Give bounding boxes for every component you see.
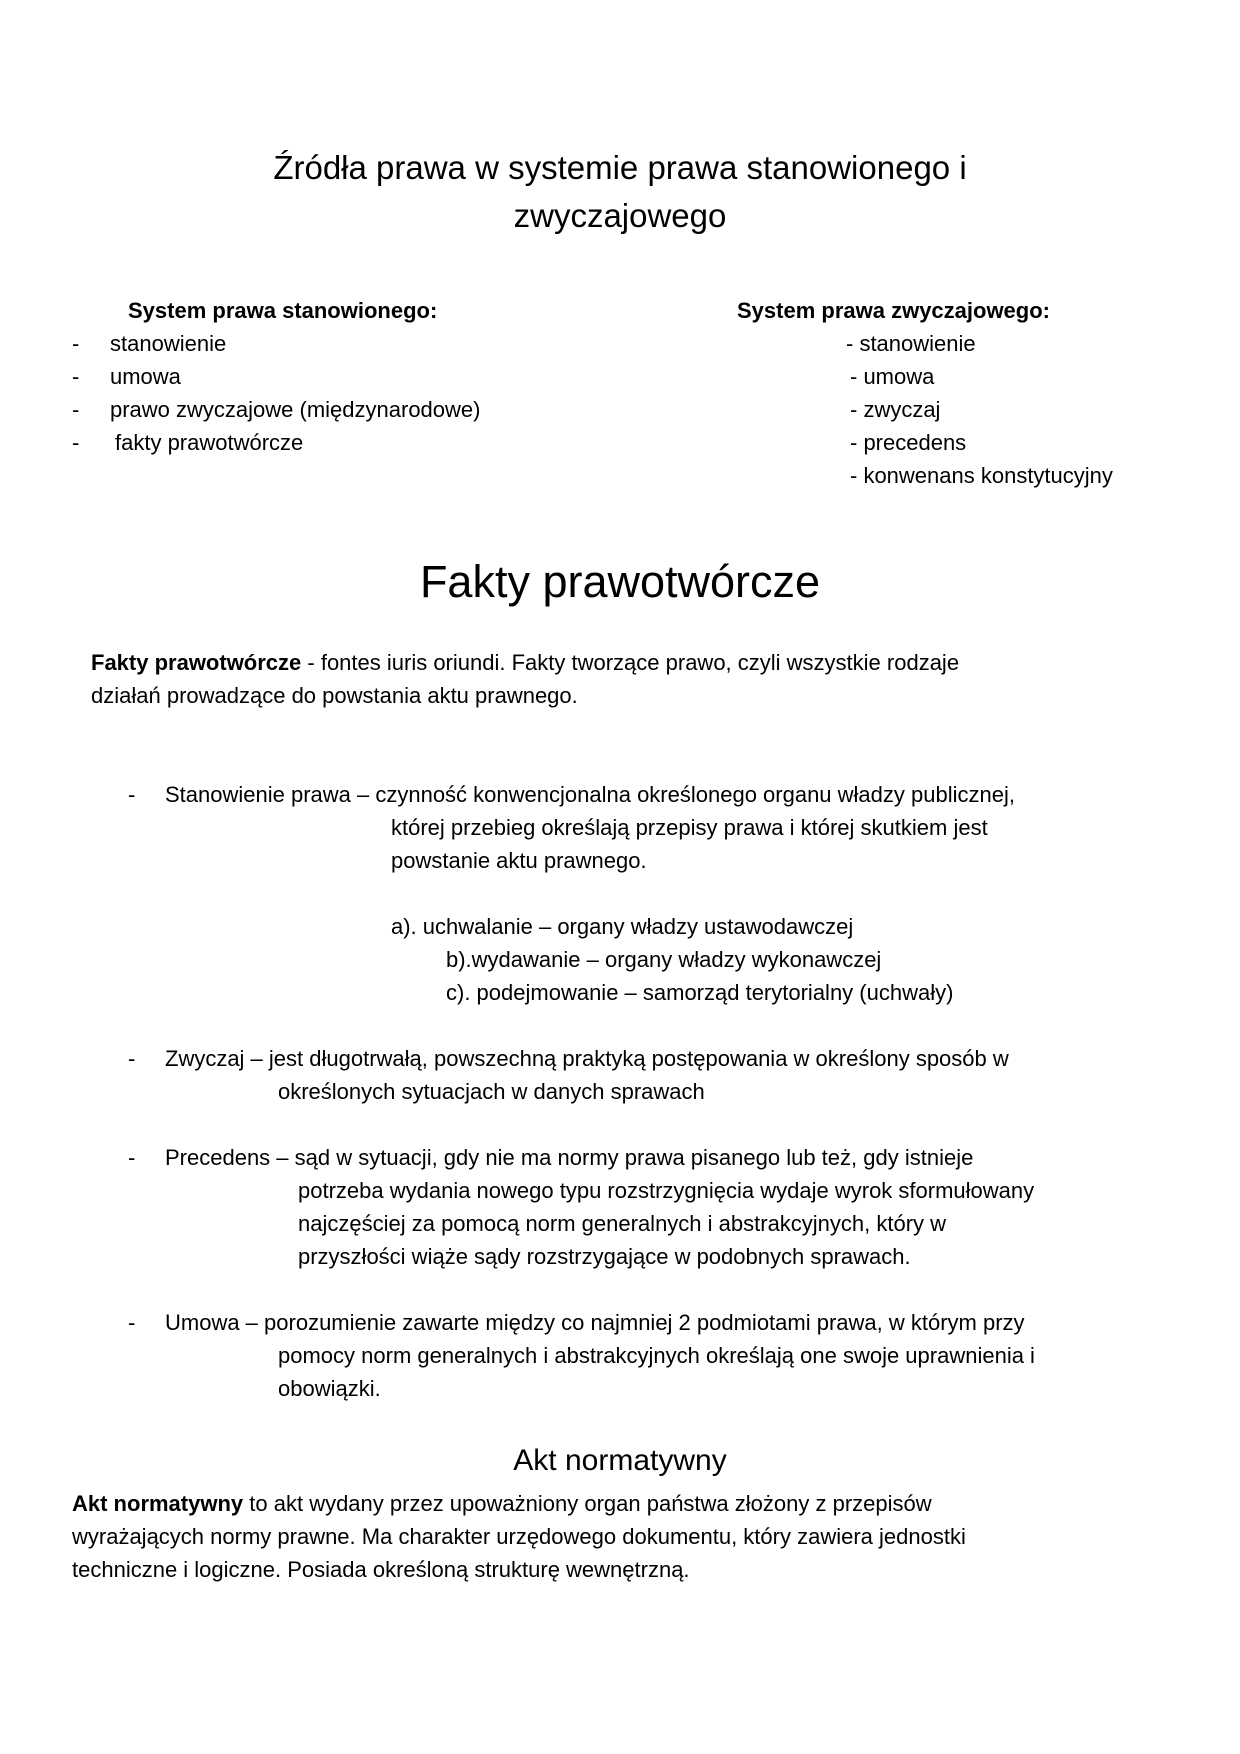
- right-list-item: - konwenans konstytucyjny: [850, 463, 1113, 488]
- umowa-line-2: pomocy norm generalnych i abstrakcyjnych określają one swoje uprawnienia i: [278, 1343, 1035, 1368]
- intro-line-1-text: - fontes iuris oriundi. Fakty tworzące prawo, czyli wszystkie rodzaje: [301, 650, 960, 675]
- list-dash: -: [72, 364, 80, 389]
- stanowienie-sub-a: a). uchwalanie – organy władzy ustawodawczej: [391, 914, 854, 939]
- akt-paragraph-line-1: [72, 1487, 932, 1520]
- akt-bold-term: Akt normatywny: [72, 1491, 244, 1516]
- zwyczaj-line-2: określonych sytuacjach w danych sprawach: [278, 1079, 705, 1104]
- left-list-item: stanowienie: [110, 331, 227, 356]
- akt-paragraph-line-2: wyrażających normy prawne. Ma charakter urzędowego dokumentu, który zawiera jednostki: [72, 1524, 966, 1549]
- left-list-item: fakty prawotwórcze: [115, 430, 304, 455]
- right-list-item: - stanowienie: [846, 331, 976, 356]
- umowa-line-3: obowiązki.: [278, 1376, 381, 1401]
- left-list-item: umowa: [110, 364, 181, 389]
- page-title-line-2: zwyczajowego: [513, 197, 727, 234]
- precedens-line-3: najczęściej za pomocą norm generalnych i abstrakcyjnych, który w: [298, 1211, 947, 1236]
- akt-paragraph-line-3: techniczne i logiczne. Posiada określoną strukturę wewnętrzną.: [72, 1557, 690, 1582]
- section-heading-fakty: Fakty prawotwórcze: [419, 556, 821, 607]
- right-column-heading: System prawa zwyczajowego:: [737, 298, 1050, 323]
- bullet-dash: -: [128, 1310, 136, 1335]
- precedens-line-4: przyszłości wiąże sądy rozstrzygające w podobnych sprawach.: [298, 1244, 911, 1269]
- bullet-dash: -: [128, 1145, 136, 1170]
- stanowienie-line-2: której przebieg określają przepisy prawa i której skutkiem jest: [391, 815, 988, 840]
- intro-paragraph-line-1: [91, 646, 959, 679]
- left-list-item: prawo zwyczajowe (międzynarodowe): [110, 397, 481, 422]
- stanowienie-line-1: Stanowienie prawa – czynność konwencjonalna określonego organu władzy publicznej,: [165, 782, 1015, 807]
- right-list-item: - precedens: [850, 430, 967, 455]
- list-dash: -: [72, 430, 80, 455]
- page-title-line-1: Źródła prawa w systemie prawa stanowionego i: [273, 149, 967, 186]
- left-column-heading: System prawa stanowionego:: [128, 298, 438, 323]
- bullet-dash: -: [128, 1046, 136, 1071]
- stanowienie-line-3: powstanie aktu prawnego.: [391, 848, 647, 873]
- akt-line-1-text: to akt wydany przez upoważniony organ państwa złożony z przepisów: [243, 1491, 932, 1516]
- precedens-line-2: potrzeba wydania nowego typu rozstrzygnięcia wydaje wyrok sformułowany: [298, 1178, 1035, 1203]
- stanowienie-sub-c: c). podejmowanie – samorząd terytorialny (uchwały): [446, 980, 954, 1005]
- right-list-item: - zwyczaj: [850, 397, 941, 422]
- section-heading-akt: Akt normatywny: [513, 1444, 727, 1477]
- intro-bold-term: Fakty prawotwórcze: [91, 650, 302, 675]
- list-dash: -: [72, 397, 80, 422]
- intro-paragraph-line-2: działań prowadzące do powstania aktu prawnego.: [91, 683, 578, 708]
- stanowienie-sub-b: b).wydawanie – organy władzy wykonawczej: [446, 947, 882, 972]
- right-list-item: - umowa: [850, 364, 935, 389]
- precedens-line-1: Precedens – sąd w sytuacji, gdy nie ma normy prawa pisanego lub też, gdy istnieje: [165, 1145, 974, 1170]
- zwyczaj-line-1: Zwyczaj – jest długotrwałą, powszechną praktyką postępowania w określony sposób w: [165, 1046, 1009, 1071]
- bullet-dash: -: [128, 782, 136, 807]
- list-dash: -: [72, 331, 80, 356]
- umowa-line-1: Umowa – porozumienie zawarte między co najmniej 2 podmiotami prawa, w którym przy: [165, 1310, 1025, 1335]
